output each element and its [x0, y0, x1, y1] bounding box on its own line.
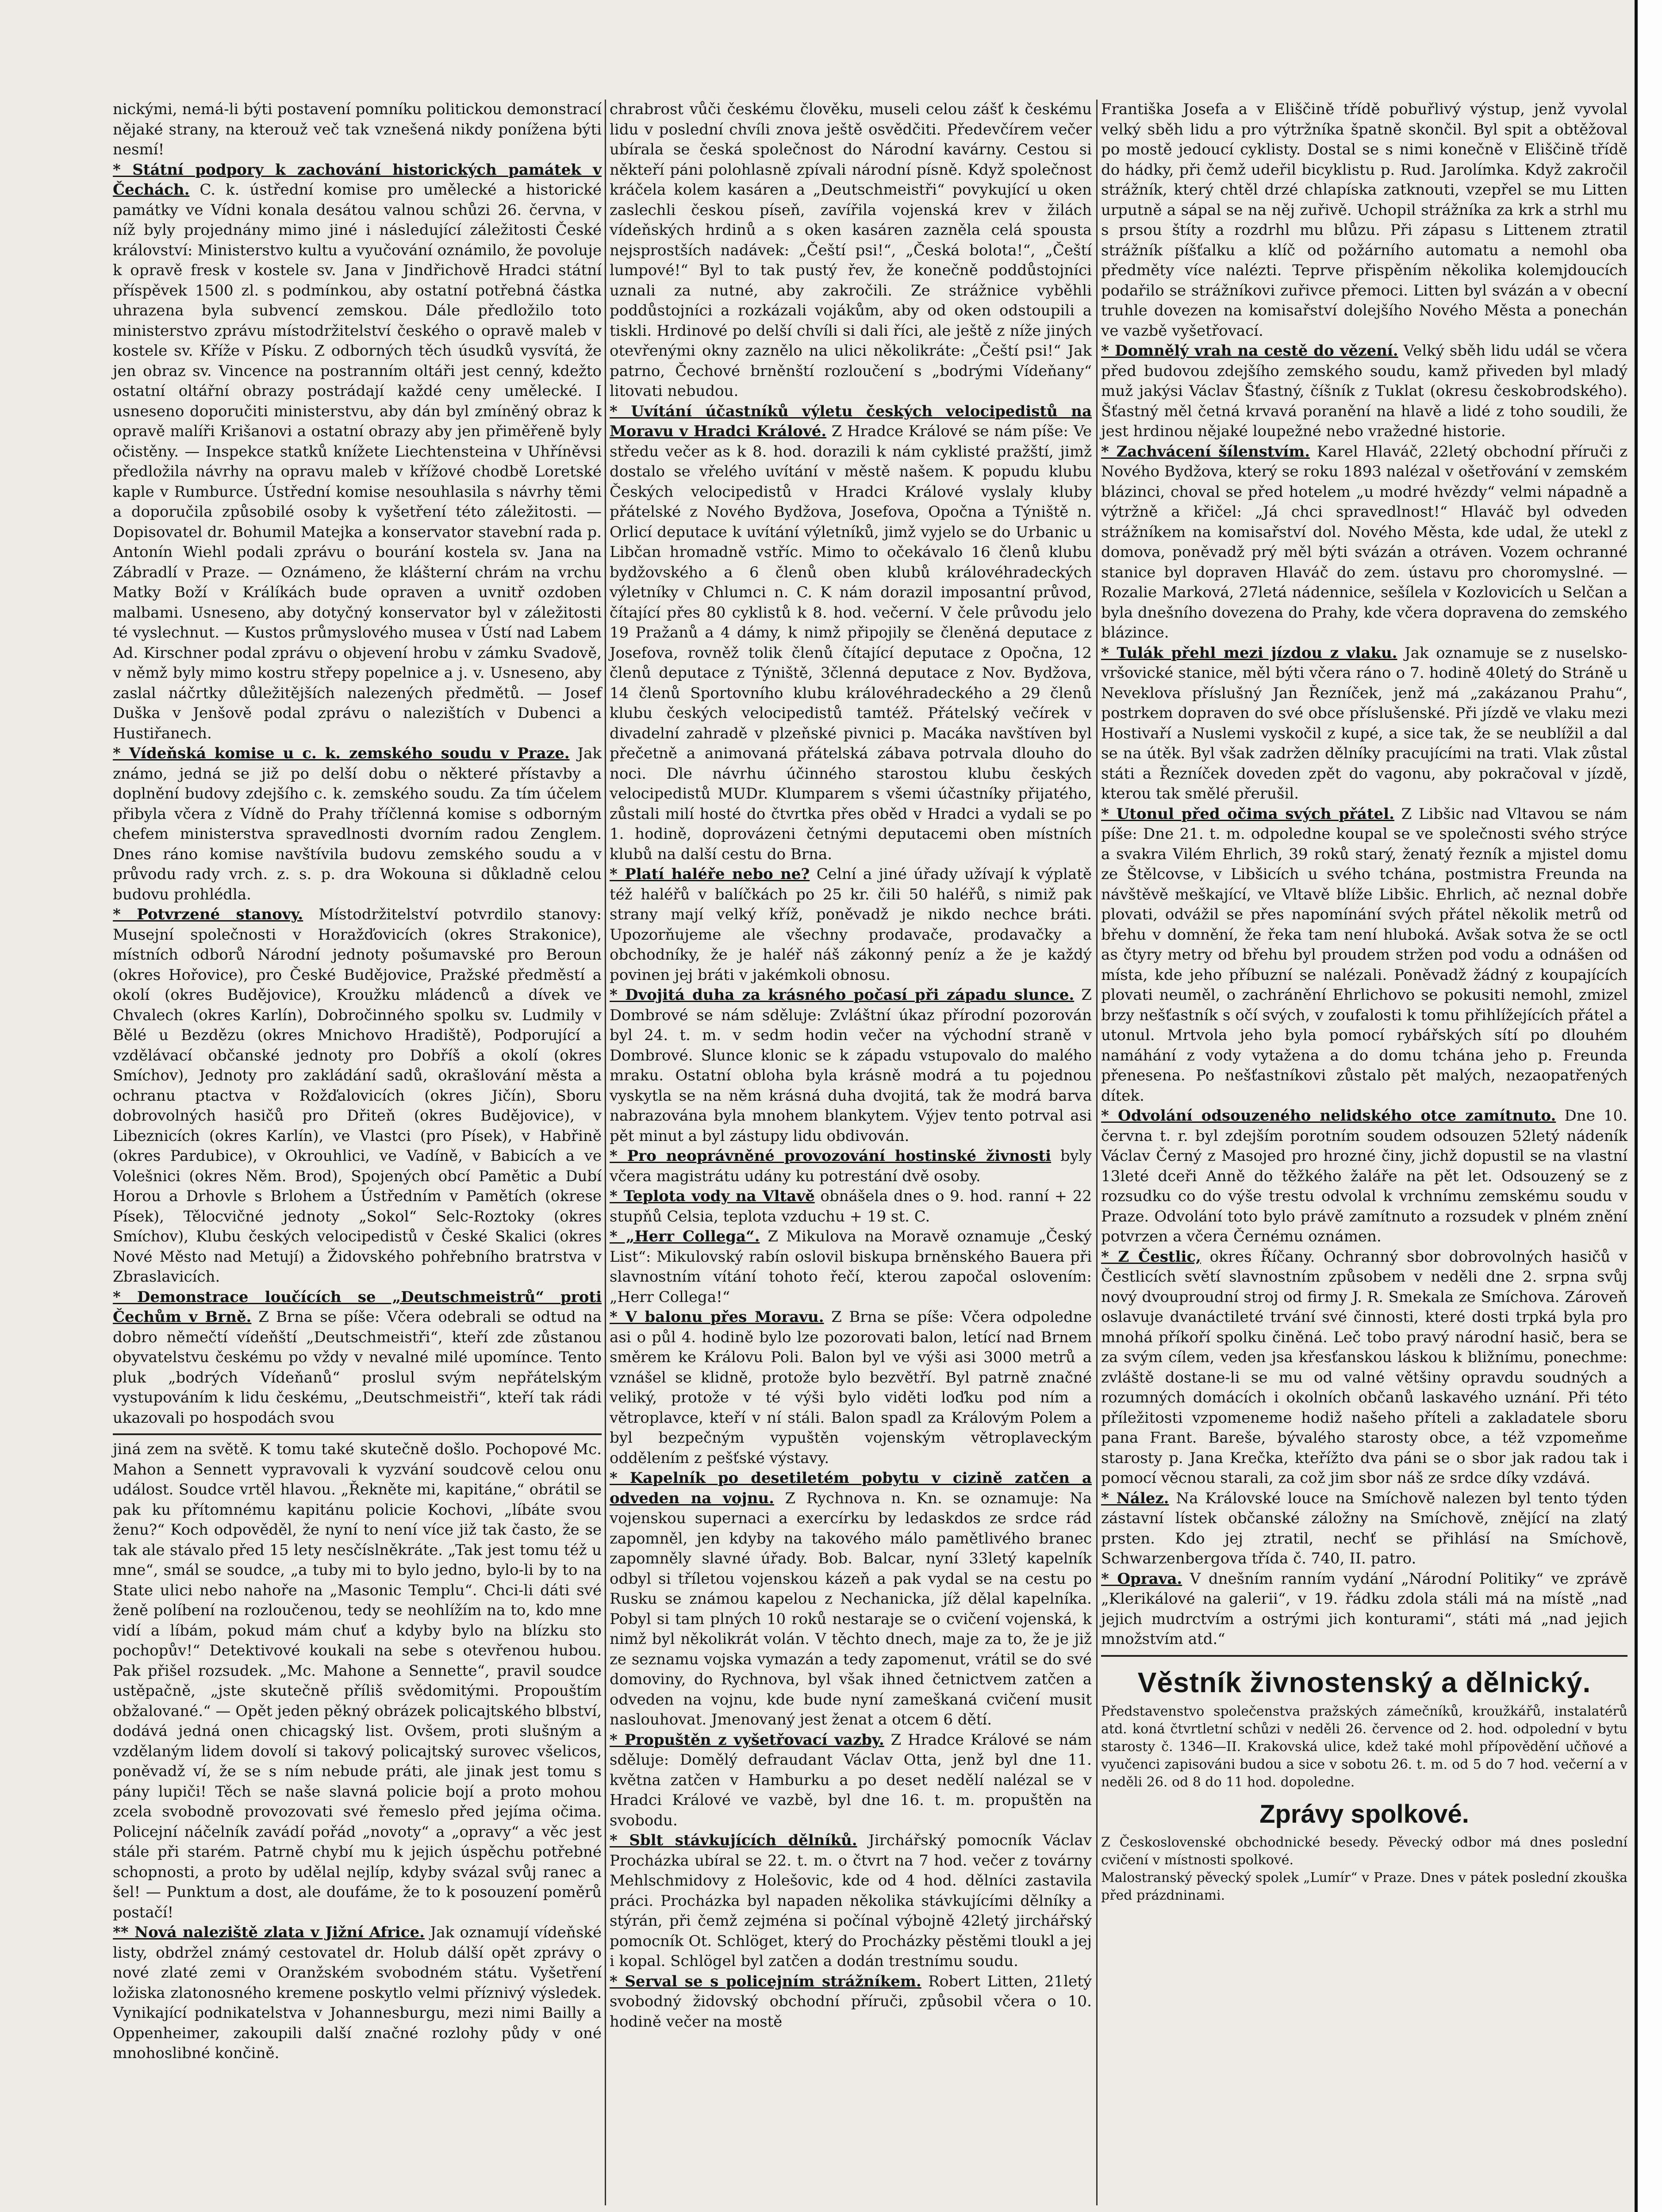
- article-headline: * Oprava.: [1101, 1570, 1182, 1588]
- article: [1101, 643, 1627, 804]
- article-text: V dnešním ranním vydání „Národní Politiky“ ve zprávě „Klerikálové na galerii“, v 19. řádku zdola stáli má na místě „nad jejich mudrctvím a ostrými jich konturami“, státi má „nad jejich množstvím atd.“: [1101, 1570, 1627, 1648]
- article-headline: * Odvolání odsouzeného nelidského otce zamítnuto.: [1101, 1107, 1556, 1125]
- article-headline: * Potvrzené stanovy.: [113, 906, 303, 923]
- article: [113, 744, 602, 905]
- article: [1101, 804, 1627, 1106]
- article: [610, 402, 1092, 865]
- column-rule-1: [605, 100, 606, 2205]
- section-title-vestnik: Věstník živnostenský a dělnický.: [1137, 1666, 1591, 1698]
- article-text: Z Libšic nad Vltavou se nám píše: Dne 21. t. m. odpoledne koupal se ve společnosti svého strýce a svakra Vilém Ehrlich, 39 roků starý, ženatý řezník a mjistel domu ze Štělcovse, v Libšicích u svého tchána, postmistra Freunda na návštěvě meškající, ve Vltavě blíže Libšic. Ehrlich, ač neznal dobře plovati, odvážil se přes napomínání svých přátel několik metrů od břehu v domnění, že řeka tam není hluboká. Avšak sotva že se octl as čtyry metry od břehu byl proudem stržen pod vodu a odnášen od místa, kde jeho příbuzní se nalézali. Poněvadž žádný z koupajících plovati neuměl, o zachránění Ehrlichovo se pokusiti nemohl, zmizel brzy nešťastník s očí svých, v zoufalosti k tomu přihlížejících přátel a utonul. Mrtvola jeho byla pomocí rybářských sítí po dlouhém namáhání z vody vytažena a do domu tchána jeho p. Freunda přenesena. Po nešťastníkovi zůstalo pět malých, nezaopatřených dítek.: [1101, 805, 1627, 1105]
- article-text: obnášela dnes o 9. hod. ranní + 22 stupňů Celsia, teplota vzduchu + 19 st. C.: [610, 1187, 1092, 1225]
- column-rule-2: [1096, 100, 1098, 2205]
- notice-text: Z Československé obchodnické besedy. Pěvecký odbor má dnes poslední cvičení v místnosti spolkové.: [1101, 1834, 1627, 1868]
- column-3: [1101, 100, 1627, 1905]
- article-text: Jak oznamuje se z nuselsko-vršovické stanice, měl býti včera ráno o 7. hodině 40letý do Stráně u Neveklova příslušný Jan Řezníček, jenž má „zakázanou Prahu“, postrkem dopraven do své obce příslušenské. Při jízdě ve vlaku mezi Hostivaří a Nuslemi vyskočil z kupé, a sice tak, že se neublížil a dal se na útěk. Byl však zadržen dělníky pracujícími na trati. Vlak zůstal státi a Řezníček doveden zpět do vagonu, aby pokračoval v jízdě, kterou tak smělé přerušil.: [1101, 644, 1628, 803]
- notice-text: Malostranský pěvecký spolek „Lumír“ v Praze. Dnes v pátek poslední zkouška před prázdninami.: [1101, 1870, 1627, 1903]
- article-headline: * Uvítání účastníků výletu českých velocipedistů na Moravu v Hradci Králové.: [610, 402, 1092, 440]
- article: [1101, 1247, 1627, 1489]
- article-text: Jak známo, jedná se již po delší dobu o některé přístavby a doplnění budovy zdejšího c. k. zemského soudu. Za tím účelem přibyla včera z Vídně do Prahy tříčlenná komise s odborným chefem ministerstva spravedlnosti dvorním radou Zenglem. Dnes ráno komise navštívila budovu zemského soudu a v průvodu rady vrch. z. s. p. dra Wokouna si důkladně celou budovu prohlédla.: [113, 745, 602, 903]
- article-text: jiná zem na světě. K tomu také skutečně došlo. Pochopové Mc. Mahon a Sennett vypravovali k vyzvání soudcově celou onu událost. Soudce vrtěl hlavou. „Řekněte mi, kapitáne,“ obrátil se pak ku přítomnému kapitánu policie Kochovi, „líbáte svou ženu?“ Koch odpověděl, že nyní to není více již tak často, že se tak ale stávalo před 15 lety nesčíslněkráte. „Tak jest tomu též u mne“, smál se soudce, „a tuby mi to bylo jedno, bylo-li by to na State ulici nebo nahoře na „Masonic Templu“. Chci-li dáti své ženě políbení na rozloučenou, tedy se neohlížím na to, kdo mne vidí a líbám, pokud mám chuť a kdyby bylo na blízku sto pochopův!“ Detektivové koukali na sebe s otevřenou hubou. Pak přišel rozsudek. „Mc. Mahone a Sennette“, pravil soudce ustěpačně, „jste skutečně příliš svědomitými. Propouštím obžalované.“ — Opět jeden pěkný obrázek policajtského blbství, dodává jedná onen chicagský list. Ovšem, proti slušným a vzdělaným lidem dovolí si takový policajtský surovec všelicos, poněvadž ví, že se s ním nebude práti, ale jinak jest tomu s pány lupiči! Těch se naše slavná policie bojí a proto mohou zcela svobodně provozovati své řemeslo před jejíma očima. Policejní náčelník zavádí pořád „novoty“ a „opravy“ a věc jest stále při starém. Patrně chybí mu k jejich úspěchu potřebné schopnosti, a proto by udělal nejlíp, kdyby svázal svůj ranec a šel! — Punktum a dost, ale doufáme, že to k posouzení poměrů postačí!: [113, 1440, 602, 1921]
- column-2: [610, 100, 1092, 2032]
- article-text: Velký sběh lidu udál se včera před budovou zdejšího zemského soudu, kamž přiveden byl mladý muž jakýsi Václav Šťastný, číšník z Tuklat (okresu českobrodského). Šťastný měl četná krvavá poranění na hlavě a lidé z toho soudili, že jest hrdinou nějaké loupežné nebo vražedné historie.: [1101, 342, 1627, 440]
- article: [113, 160, 602, 744]
- article-headline: * Serval se s policejním strážníkem.: [610, 1972, 921, 1990]
- article: [610, 1831, 1092, 1972]
- article-text: Místodržitelství potvrdilo stanovy: Musejní společnosti v Horažďovicích (okres Strakonice), místních odborů Národní jednoty pošumavské pro Beroun (okres Hořovice), pro České Budějovice, Pražské předměstí a okolí (okres Budějovice), Kroužku mládenců a dívek ve Chvalech (okres Karlín), Dobročinného spolku sv. Ludmily v Bělé u Bezdězu (okres Mnichovo Hradiště), Podporující a vzdělávací občanské jednoty pro Dobříš a okolí (okres Smíchov), Jednoty pro zakládání sadů, okrašlování města a ochranu ptactva v Rožďalovicích (okres Jičín), Sboru dobrovolných hasičů pro Dřiteň (okres Budějovice), v Libeznicích (okres Karlín), ve Vlastci (pro Písek), v Habřině (okres Pardubice), v Okrouhlici, ve Vadíně, v Babicích a ve Volešnici (okres Něm. Brod), Spojených obcí Pamětic a Dubí Horou a Drhovle s Brlohem a Ústředním v Pamětích (okrese Písek), Tělocvičné jednoty „Sokol“ Selc-Roztoky (okres Smíchov), Klubu českých velocipedistů v České Skalici (okres Nové Město nad Metují) a Židovského pohřebního bratrstva v Zbraslavicích.: [113, 906, 602, 1286]
- article-text: chrabrost vůči českému člověku, museli celou zášť k českému lidu v poslední chvíli znova ještě osvědčiti. Předevčírem večer ubírala se česká společnost do Národní kavárny. Cestou si někteří páni polohlasně zpívali národní písně. Když společnost kráčela kolem kasáren a „Deutschmeistři“ povykující u oken zaslechli českou píseň, zavířila vojenská krev v žilách vídeňských hrdinů a s oken kasáren zazněla celá spousta nejsprostších nadávek: „Čeští psi!“, „Česká bolota!“, „Čeští lumpové!“ Byl to tak pustý řev, že konečně poddůstojníci uznali za nutné, aby zakročili. Ze strážnice vyběhli poddůstojníci a rozkázali vojákům, aby od oken odstoupili a tiskli. Hrdinové po delší chvíli si dali říci, ale ještě z níže jiných otevřenými okny zaznělo na ulici několikráte: „Čeští psi!“ Jak patrno, Čechové brněnští rozloučení s „bodrými Vídeňany“ litovati nebudou.: [610, 100, 1092, 400]
- article-headline: * „Herr Collega“.: [610, 1228, 760, 1245]
- column-1: [113, 100, 602, 2064]
- article-headline: * Kapelník po desetiletém pobytu v cizině zatčen a odveden na vojnu.: [610, 1469, 1092, 1507]
- article: [610, 1730, 1092, 1831]
- article-text: Z Dombrové se nám sděluje: Zvláštní úkaz přírodní pozorován byl 24. t. m. v sedm hodin večer na východní straně v Dombrové. Slunce klonic se k západu vstupovalo do malého mraku. Ostatní obloha byla krásně modrá a tu pojednou vyskytla se na něm krásná duha dvojitá, tak že modrá barva nabrazována byla mnohem blankytem. Výjev tento potrval asi pět minut a byl zástupy lidu obdivován.: [610, 986, 1092, 1145]
- page-margin: [1638, 0, 1662, 2212]
- article-text: Na Královské louce na Smíchově nalezen byl tento týden zástavní lístek občanské záložny na Smíchově, znějící na zlatý prsten. Kdo jej ztratil, nechť se přihlásí na Smíchově, Schwarzenbergova třída č. 740, II. patro.: [1101, 1489, 1627, 1567]
- article: [610, 1468, 1092, 1730]
- article: [1101, 341, 1627, 442]
- section-title-zpravy: Zprávy spolkové.: [1259, 1799, 1469, 1828]
- article-text: byly včera magistrátu udány ku potrestání dvě osoby.: [610, 1147, 1092, 1185]
- article: [610, 1227, 1092, 1307]
- article-headline: * Demonstrace loučících se „Deutschmeistrů“ proti Čechům v Brně.: [113, 1288, 602, 1326]
- article-headline: * Nález.: [1101, 1489, 1169, 1507]
- article-text: Jak oznamují vídeňské listy, obdržel známý cestovatel dr. Holub dálší opět zprávy o nové zlaté zemi v Oranžském svobodném státu. Vyšetření ložiska zlatonosného kremene poskytlo velmi příznivý výsledek. Vynikající podnikatelstva v Johannesburgu, mezi nimi Bailly a Oppenheimer, zakoupili další značné rozlohy půdy v oné mnohoslibné končině.: [113, 1924, 602, 2062]
- article: [610, 985, 1092, 1146]
- article-text: Františka Josefa a v Eliščině třídě pobuřlivý výstup, jenž vyvolal velký sběh lidu a pro výtržníka špatně skončil. Byl spit a obtěžoval po mostě jedoucí cyklisty. Dostal se s nimi konečně v Eliščině třídě do hádky, při čemž udeřil bicyklistu p. Rud. Jarolímka. Když zakročil strážník, který chtěl drzé chlapíska zatknouti, vzepřel se mu Litten urputně a sápal se na něj zuřivě. Uchopil strážníka za krk a strhl mu s prsou štíty a rozdrhl mu blůzu. Při zápasu s Littenem ztratil strážník píšťalku a klíč od požárního automatu a nemohl oba předměty více nalézti. Teprve přispěním několika kolemjdoucích podařilo se strážníkovi zuřivce přemoci. Litten byl svázán a v obecní truhle dovezen na komisařství dolejšího Nového Města a ponechán ve vazbě vyšetřovací.: [1101, 100, 1627, 340]
- article-text: Z Hradce Králové se nám píše: Ve středu večer as k 8. hod. dorazili k nám cyklisté pražští, jimž dostalo se vřelého uvítání v městě našem. K popudu klubu Českých velocipedistů v Hradci Králové vyslaly kluby přátelské z Nového Bydžova, Josefova, Opočna a Týniště n. Orlicí deputace k uvítání výletníků, jimž vyjelo se do Urbanic u Libčan hromadně vstříc. Mimo to očekávalo 16 členů klubu bydžovského a 6 členů oben klubů královéhradeckých výletníky v Chlumci n. C. K nám dorazil imposantní průvod, čítající přes 80 cyklistů k 8. hod. večerní. V čele průvodu jelo 19 Pražanů a 4 dámy, k nimž připojily se členěná deputace z Josefova, rovněž tolik členů čítající deputace z Opočna, 12 členů deputace z Týniště, 3členná deputace z Nov. Bydžova, 14 členů Sportovního klubu královéhradeckého a 29 členů klubu českých velocipedistů tamtéž. Přátelský večírek v divadelní zahradě v plzeňské pivnici p. Macáka navštíven byl přečetně a animovaná přátelská zábava potrvala dlouho do noci. Dle návrhu účinného starostou klubu českých velocipedistů MUDr. Klumparem s všemi účastníky přijatého, zůstali milí hosté do čtvrtka přes oběd v Hradci a vydali se po 1. hodině, doprovázeni četnými deputacemi oben místních klubů na další cestu do Brna.: [610, 422, 1092, 863]
- article-text: Z Brna se píše: Včera odebrali se odtud na dobro němečtí vídeňští „Deutschmeistři“, kteří zde zůstanou obyvatelstvu českému po vždy v nevalné milé upomínce. Tento pluk „bodrých Vídeňanů“ proslul svým nepřátelským vystupováním k lidu českému, „Deutschmeistři“, kteří tak rádi ukazovali po hospodách svou: [113, 1308, 602, 1427]
- section-divider: [1101, 1655, 1627, 1657]
- article-headline: * Propuštěn z vyšetřovací vazby.: [610, 1731, 884, 1749]
- article-headline: * Zachvácení šílenstvím.: [1101, 442, 1310, 461]
- article: [1101, 442, 1627, 643]
- section-divider: [113, 1433, 602, 1435]
- article-headline: * Pro neoprávněné provozování hostinské živnosti: [610, 1147, 1052, 1165]
- article: [610, 1972, 1092, 2032]
- article-text: Karel Hlaváč, 22letý obchodní příruči z Nového Bydžova, který se roku 1893 nalézal v ošetřování v zemském blázinci, choval se před hotelem „u modré hvězdy“ velmi nápadně a výtržně a křičel: „Já chci spravedlnost!“ Hlaváč byl odveden strážníkem na komisařství dol. Nového Města, kde udal, že utekl z domova, poněvadž prý měl býti svázán a otráven. Vozem ochranné stanice byl dopraven Hlaváč do zem. ústavu pro choromyslné. — Rozalie Marková, 27letá nádennice, sešílela v Kozlovicích u Selčan a byla dnešního dovezena do Prahy, kde včera dopravena do zemského blázince.: [1101, 442, 1627, 641]
- article-headline: * Státní podpory k zachování historických památek v Čechách.: [113, 161, 602, 199]
- article-text: Z Hradce Králové se nám sděluje: Domělý defraudant Václav Otta, jenž byl dne 11. května zatčen v Hamburku a po deset nedělí nalézal se v Hradci Králové ve vazbě, byl dne 16. t. m. propuštěn na svobodu.: [610, 1731, 1092, 1829]
- notice-text: Představenstvo společenstva pražských zámečníků, kroužkářů, instalatérů atd. koná čtvrtletní schůzi v neděli 26. července od 2. hod. odpolední v bytu starosty č. 1346—II. Krakovská ulice, kdež také mohl přípovědění učňové a vyučenci zapisováni budou a sice v sobotu 26. t. m. od 5 do 7 hod. večerní a v neděli 26. od 8 do 11 hod. dopoledne.: [1101, 1703, 1627, 1790]
- article-text: Robert Litten, 21letý svobodný židovský obchodní příruči, způsobil včera o 10. hodině večer na mostě: [610, 1972, 1092, 2031]
- article-headline: * Vídeňská komise u c. k. zemského soudu v Praze.: [113, 745, 570, 762]
- article-text: Dne 10. června t. r. byl zdejším porotním soudem odsouzen 52letý nádeník Václav Černý z Masojed pro hrozné činy, jichž dopustil se na vlastní 13leté dceři Anně do těžkého žaláře na pět let. Odsouzený se z rozsudku co do výše trestu odvolal k vrchnímu zemskému soudu v Praze. Odvolání toto bylo právě zamítnuto a rozsudek v plném znění potvrzen a včera Černému oznámen.: [1101, 1107, 1627, 1245]
- article-headline: * Teplota vody na Vltavě: [610, 1187, 815, 1205]
- article: [610, 864, 1092, 985]
- article-text: nickými, nemá-li býti postavení pomníku politickou demonstrací nějaké strany, na kterouž več tak vznešená nikdy ponížena býti nesmí!: [113, 100, 602, 158]
- article-headline: ** Nová naleziště zlata v Jižní Africe.: [113, 1924, 425, 1941]
- article-text: Celní a jiné úřady užívají k výplatě též haléřů v balíčkách po 25 kr. čili 50 haléřů, s nimiž pak strany mají velký kříž, poněvadž je nikdo nechce bráti. Upozorňujeme ale všechny prodavače, prodavačky a obchodníky, že je haléř náš zákonný peníz a že je každý povinen jej bráti v jakémkoli obnosu.: [610, 865, 1092, 984]
- article: [610, 1187, 1092, 1227]
- article: [113, 1287, 602, 1429]
- article: [113, 905, 602, 1287]
- article-headline: * Platí haléře nebo ne?: [610, 865, 810, 883]
- article-headline: * Sblt stávkujících dělníků.: [610, 1832, 857, 1849]
- article-headline: * Domnělý vrah na cestě do vězení.: [1101, 342, 1398, 360]
- article-headline: * Tulák přehl mezi jízdou z vlaku.: [1101, 644, 1397, 662]
- article: [1101, 1569, 1627, 1650]
- article: [610, 1146, 1092, 1187]
- article-headline: * Dvojitá duha za krásného počasí při západu slunce.: [610, 986, 1075, 1004]
- article-headline: * Utonul před očima svých přátel.: [1101, 805, 1394, 823]
- article: [113, 1923, 602, 2064]
- article-text: Jirchářský pomocník Václav Procházka ubíral se 22. t. m. o čtvrt na 7 hod. večer z továrny Mehlschmidovy z Holešovic, kde od 4 hod. dělníci zastavila práci. Procházka byl napaden několika stávkujícími dělníky a stýrán, při čemž zejména si počínal výbojně 42letý jirchářský pomocník Ot. Schlöget, který do Procházky pěstěmi tloukl a jej i kopal. Schlögel byl zatčen a dodán trestnímu soudu.: [610, 1832, 1092, 1970]
- article-text: Z Rychnova n. Kn. se oznamuje: Na vojenskou supernaci a exercírku by ledaskdos ze srdce rád zapomněl, jen kdyby na takového málo pamětlivého branec zapomněly slavné úřady. Bob. Balcar, nyní 33letý kapelník odbyl si tříletou vojenskou kázeň a pak vydal se na cestu po Rusku se známou kapelou z Nechanicka, jíž dělal kapelníka. Pobyl si tam plných 10 roků nestaraje se o cvičení vojenská, k nimž byl několikrát volán. V těchto dnech, maje za to, že je již ze seznamu vojska vymazán a tedy zapomenut, vrátil se do své domoviny, do Rychnova, byl však ihned četnictvem zatčen a odveden na vojnu, kde bude nyní zameškaná cvičení musit naslouhovat. Jmenovaný jest ženat a otcem 6 dětí.: [610, 1489, 1092, 1728]
- article-text: Z Brna se píše: Včera odpoledne asi o půl 4. hodině bylo lze pozorovati balon, letící nad Brnem směrem ke Královu Poli. Balon byl ve výši asi 3000 metrů a vznášel se klidně, protože bylo bezvětří. Byl patrně značné veliký, protože v té výši bylo viděti loďku pod ním a větroplavce, kteří v ní stáli. Balon spadl za Královým Polem a byl bezpečným vypuštěn vojenským větroplaveckým oddělením z pešťské výstavy.: [610, 1308, 1092, 1467]
- article: [1101, 1106, 1627, 1247]
- article-headline: * V balonu přes Moravu.: [610, 1308, 824, 1326]
- article-text: okres Říčany. Ochranný sbor dobrovolných hasičů v Čestlicích světí slavnostním způsobem v neděli dne 2. srpna svůj nový dvouproudní stroj od firmy J. R. Smekala ze Smíchova. Zároveň oslavuje dvanáctileté trvání své činnosti, které dosti trpká byla pro mnohá příkoří spolku činěná. Leč tobo pravý národní hasič, bera se za svým cílem, veden jsa křesťanskou láskou k bližnímu, ponechme: zvláště dostane-li se mu od valné většiny opravdu soudných a rozumných domácích i okolních občanů laskavého uznání. Při této příležitosti vzpomeneme hodiž našeho příteli a zakladatele sboru pana Frant. Bareše, bývalého starosty obce, a též vzpomeňme starosty p. Jana Krečka, kteřížto dva páni se o sbor jak radou tak i pomocí věcnou starali, za což jim sbor náš ze srdce díky vzdává.: [1101, 1248, 1628, 1487]
- article-text: C. k. ústřední komise pro umělecké a historické památky ve Vídni konala desátou valnou schůzi 26. června, v níž byly projednány mimo jiné i následující záležitosti České království: Ministerstvo kultu a vyučování oznámilo, že povoluje k opravě fresk v kostele sv. Jana v Jindřichově Hradci státní příspěvek 1500 zl. s podmínkou, aby ostatní potřebná částka uhrazena byla subvencí zemskou. Dále předložilo toto ministerstvo zprávu místodržitelství českého o opravě maleb v kostele sv. Kříže v Písku. Z odborných těch úsudků vysvítá, že jen obraz sv. Vincence na postranním oltáři jest cenný, kdežto ostatní oltářní obrazy postrádají každé ceny umělecké. I usneseno doporučiti ministerstvu, aby dán byl zmíněný obraz k opravě malíři Krišanovi a ostatní obrazy aby jen přiměřeně byly očistěny. — Inspekce statků knížete Liechtensteina v Uhříněvsi předložila návrhy na opravu maleb v křížové chodbě Loretské kaple v Rumburce. Ústřední komise nesouhlasila s návrhy těmi a doporučila způsobilé osoby k vyšetření této záležitosti. — Dopisovatel dr. Bohumil Matejka a konservator stavební rada p. Antonín Wiehl podali zprávu o bourání kostela sv. Jana na Zábradlí v Praze. — Oznámeno, že klášterní chrám na vrchu Matky Boží v Králíkách bude opraven a uvnitř ozdoben malbami. Usneseno, aby dotyčný konservator byl v záležitosti té vyslechnut. — Kustos průmyslového musea v Ústí nad Labem Ad. Kirschner podal zprávu o objevení hrobu v zámku Svadově, v němž byly mimo kostru střepy popelnice a j. v. Usneseno, aby zaslal náčrtky důležitějších nalezených předmětů. — Josef Duška v Jenšově podal zprávu o nalezištích v Dubenci a Hustiřanech.: [113, 181, 602, 742]
- article-text: Z Mikulova na Moravě oznamuje „Český List“: Mikulovský rabín oslovil biskupa brněnského Bauera při slavnostním vítání tohoto řečí, kterou započal oslovením: „Herr Collega!“: [610, 1228, 1092, 1306]
- article-headline: * Z Čestlic,: [1101, 1248, 1201, 1266]
- article: [610, 1307, 1092, 1468]
- article: [1101, 1489, 1627, 1569]
